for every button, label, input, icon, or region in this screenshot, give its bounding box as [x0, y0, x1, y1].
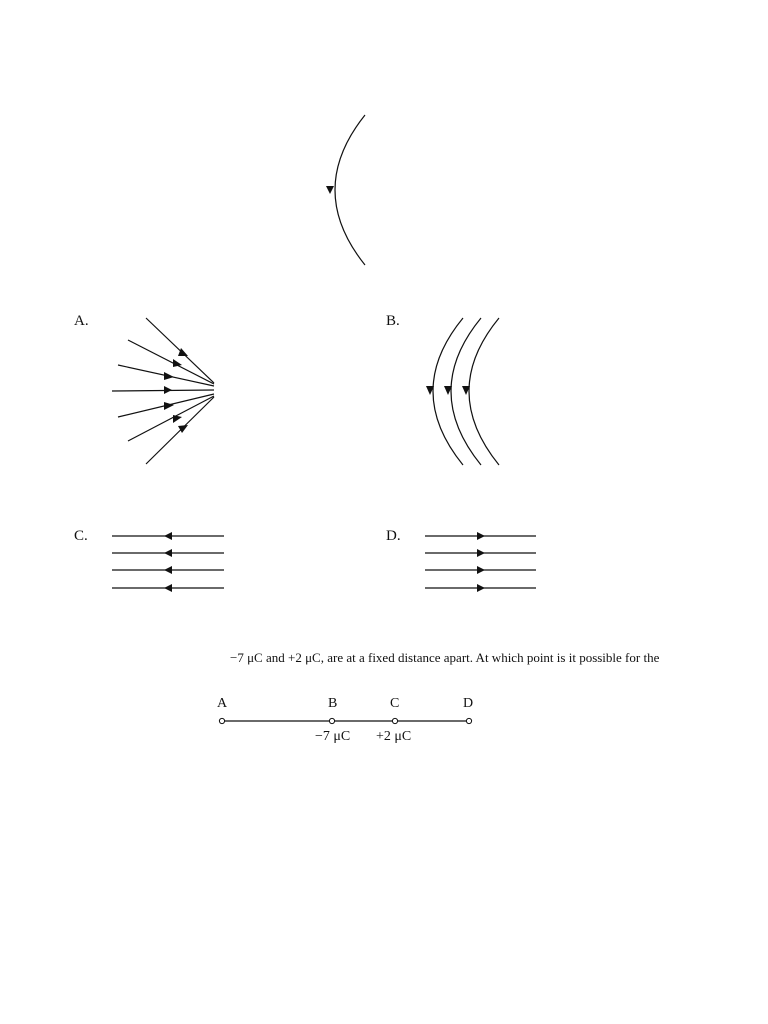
point-b-label: B — [328, 696, 338, 711]
option-a-diagram — [112, 318, 214, 464]
point-d-marker — [466, 718, 471, 723]
charge-c-label: +2 μC — [376, 729, 412, 744]
charge-line-diagram — [219, 718, 471, 723]
option-a-label: A. — [74, 313, 89, 329]
charge-b-label: −7 μC — [315, 729, 351, 744]
option-d-label: D. — [386, 528, 401, 544]
reference-field-line — [326, 115, 365, 265]
point-a-label: A — [217, 696, 228, 711]
point-c-label: C — [390, 696, 400, 711]
option-b-diagram — [426, 318, 499, 465]
point-c-marker — [392, 718, 397, 723]
point-b-marker — [329, 718, 334, 723]
option-c-diagram — [112, 532, 224, 592]
option-b-label: B. — [386, 313, 400, 329]
option-d-diagram — [425, 532, 536, 592]
question-text: −7 μC and +2 μC, are at a fixed distance apart. At which point is it possible for the — [230, 650, 660, 665]
point-a-marker — [219, 718, 224, 723]
option-c-label: C. — [74, 528, 88, 544]
point-d-label: D — [463, 696, 474, 711]
